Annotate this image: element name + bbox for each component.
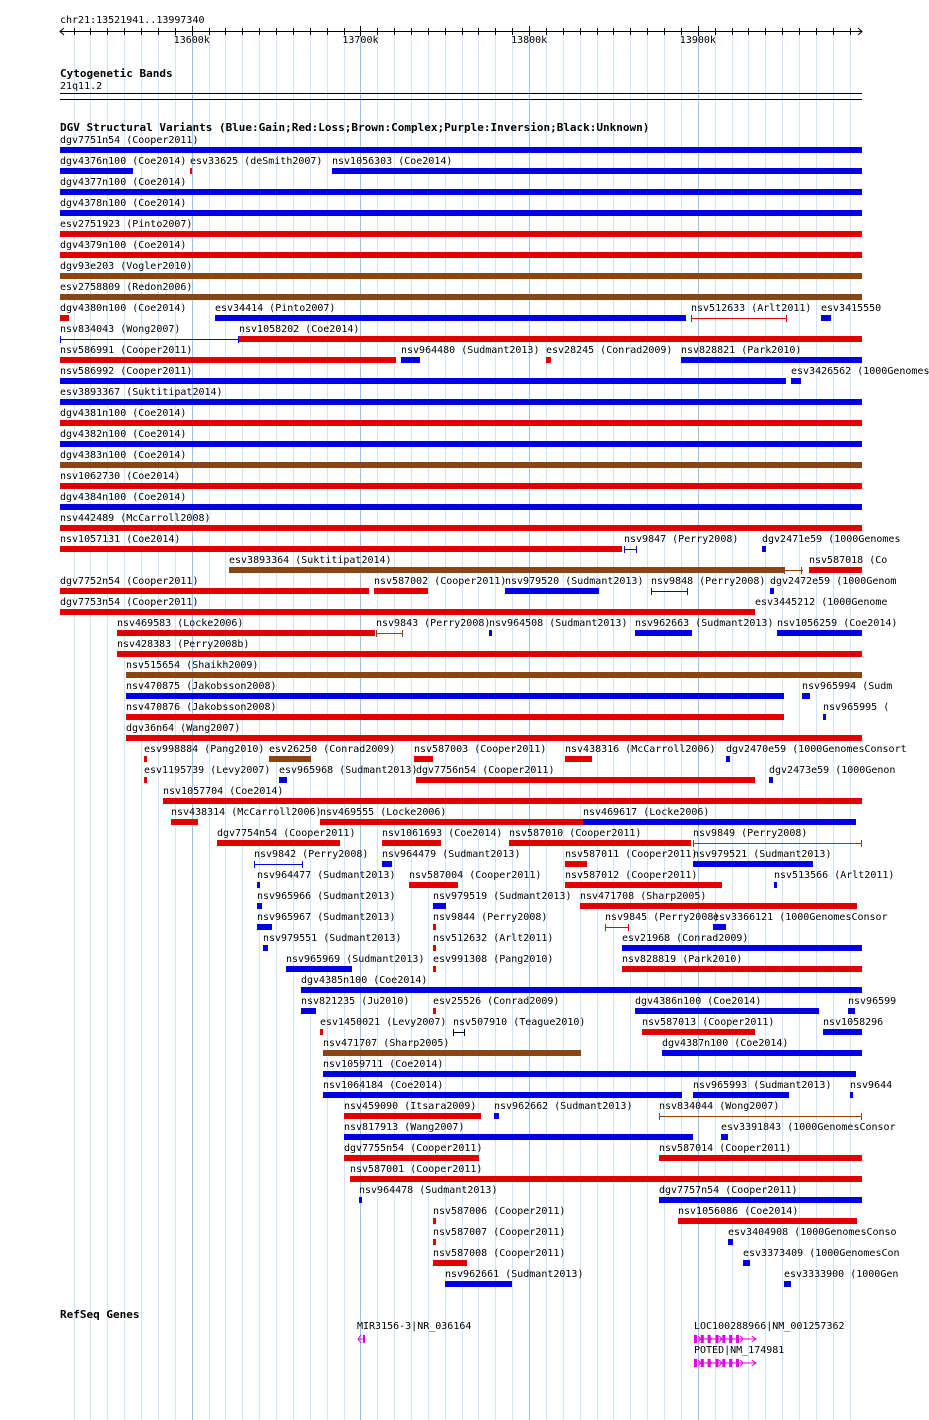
sv-feature-label[interactable]: dgv4377n100 (Coe2014) (60, 177, 187, 188)
sv-feature-label[interactable]: nsv834044 (Wong2007) (659, 1101, 780, 1112)
sv-feature-label[interactable]: esv991308 (Pang2010) (433, 954, 554, 965)
sv-feature-bar[interactable] (60, 273, 862, 279)
sv-feature-bar[interactable] (257, 903, 262, 909)
sv-feature-label[interactable]: nsv1061693 (Coe2014) (382, 828, 503, 839)
sv-feature-bar[interactable] (217, 840, 340, 846)
sv-feature-bar[interactable] (263, 945, 268, 951)
cytoband-top-line (60, 93, 862, 94)
sv-feature-bar[interactable] (489, 630, 492, 636)
sv-feature-bar[interactable] (126, 693, 784, 699)
sv-feature-bar[interactable] (580, 903, 857, 909)
sv-feature-bar[interactable] (774, 882, 777, 888)
sv-feature-cap (861, 840, 862, 847)
sv-feature-label[interactable]: esv3391843 (1000GenomesConsor (721, 1122, 896, 1133)
sv-feature-line[interactable] (60, 339, 239, 340)
sv-feature-bar[interactable] (320, 819, 583, 825)
sv-feature-label[interactable]: nsv1064184 (Coe2014) (323, 1080, 444, 1091)
sv-feature-bar[interactable] (850, 1092, 853, 1098)
sv-feature-bar[interactable] (60, 210, 862, 216)
sv-feature-label[interactable]: nsv964478 (Sudmant2013) (359, 1185, 498, 1196)
ruler-axis[interactable] (0, 0, 890, 60)
sv-feature-bar[interactable] (144, 756, 147, 762)
sv-feature-label[interactable]: nsv9848 (Perry2008) (651, 576, 766, 587)
sv-feature-bar[interactable] (681, 357, 862, 363)
sv-feature-label[interactable]: nsv442489 (McCarroll2008) (60, 513, 211, 524)
sv-feature-label[interactable]: dgv7755n54 (Cooper2011) (344, 1143, 483, 1154)
sv-feature-bar[interactable] (171, 819, 198, 825)
sv-feature-bar[interactable] (163, 798, 862, 804)
sv-feature-label[interactable]: esv2758809 (Redon2006) (60, 282, 193, 293)
sv-feature-bar[interactable] (622, 945, 862, 951)
sv-feature-bar[interactable] (762, 546, 766, 552)
sv-feature-label[interactable]: nsv1056086 (Coe2014) (678, 1206, 799, 1217)
sv-feature-bar[interactable] (433, 1260, 467, 1266)
sv-feature-bar[interactable] (60, 525, 862, 531)
mir-icon[interactable] (357, 1334, 367, 1344)
sv-feature-label[interactable]: dgv93e203 (Vogler2010) (60, 261, 193, 272)
sv-feature-label[interactable]: nsv1059711 (Coe2014) (323, 1059, 444, 1070)
sv-feature-label[interactable]: dgv2470e59 (1000GenomesConsort (726, 744, 907, 755)
sv-feature-bar[interactable] (546, 357, 551, 363)
sv-feature-label[interactable]: nsv96599 (848, 996, 897, 1007)
sv-feature-label[interactable]: nsv512632 (Arlt2011) (433, 933, 554, 944)
sv-feature-label[interactable]: esv1195739 (Levy2007) (144, 765, 271, 776)
tick-label: 13900k (679, 35, 716, 46)
sv-feature-bar[interactable] (433, 945, 436, 951)
sv-feature-bar[interactable] (215, 315, 686, 321)
sv-feature-label[interactable]: dgv4384n100 (Coe2014) (60, 492, 187, 503)
sv-feature-label[interactable]: nsv979521 (Sudmant2013) (693, 849, 832, 860)
sv-feature-label[interactable]: nsv587012 (Cooper2011) (565, 870, 698, 881)
sv-feature-label[interactable]: nsv962661 (Sudmant2013) (445, 1269, 584, 1280)
sv-feature-label[interactable]: dgv7751n54 (Cooper2011) (60, 135, 199, 146)
sv-feature-bar[interactable] (416, 777, 755, 783)
sv-feature-label[interactable]: dgv4387n100 (Coe2014) (662, 1038, 789, 1049)
sv-feature-bar[interactable] (622, 966, 862, 972)
sv-feature-bar[interactable] (414, 756, 433, 762)
sv-feature-label[interactable]: nsv1057704 (Coe2014) (163, 786, 284, 797)
sv-feature-bar[interactable] (332, 168, 862, 174)
sv-feature-bar[interactable] (60, 231, 862, 237)
sv-feature-cap (636, 546, 637, 553)
tick-label: 13800k (511, 35, 548, 46)
sv-feature-bar[interactable] (494, 1113, 499, 1119)
cytoband-track-title: Cytogenetic Bands (60, 67, 173, 80)
sv-feature-label[interactable]: nsv1062730 (Coe2014) (60, 471, 181, 482)
gene-label[interactable]: POTED|NM_174981 (694, 1345, 785, 1356)
sv-feature-bar[interactable] (323, 1050, 581, 1056)
sv-feature-label[interactable]: nsv1056303 (Coe2014) (332, 156, 453, 167)
gene-model-icon[interactable] (694, 1358, 757, 1368)
sv-feature-bar[interactable] (323, 1092, 682, 1098)
sv-feature-label[interactable]: dgv36n64 (Wang2007) (126, 723, 241, 734)
sv-feature-label[interactable]: dgv4380n100 (Coe2014) (60, 303, 187, 314)
sv-feature-label[interactable]: esv1450021 (Levy2007) (320, 1017, 447, 1028)
sv-feature-label[interactable]: dgv2473e59 (1000Genon (769, 765, 896, 776)
sv-feature-label[interactable]: nsv965993 (Sudmant2013) (693, 1080, 832, 1091)
sv-feature-bar[interactable] (323, 1071, 856, 1077)
sv-feature-bar[interactable] (60, 357, 396, 363)
sv-feature-cap (402, 630, 403, 637)
sv-feature-cap (624, 546, 625, 553)
sv-feature-label[interactable]: nsv428383 (Perry2008b) (117, 639, 250, 650)
sv-feature-line[interactable] (659, 1116, 862, 1117)
sv-feature-bar[interactable] (60, 588, 369, 594)
tick-label: 13600k (173, 35, 210, 46)
tick-label: 13700k (342, 35, 379, 46)
sv-feature-bar[interactable] (382, 840, 441, 846)
sv-feature-label[interactable]: nsv9849 (Perry2008) (693, 828, 808, 839)
sv-feature-label[interactable]: nsv587013 (Cooper2011) (642, 1017, 775, 1028)
sv-feature-bar[interactable] (269, 756, 311, 762)
sv-feature-label[interactable]: nsv834043 (Wong2007) (60, 324, 181, 335)
sv-feature-cap (464, 1029, 465, 1036)
sv-feature-label[interactable]: esv3333900 (1000Gen (784, 1269, 899, 1280)
location-label: chr21:13521941..13997340 (60, 15, 205, 26)
sv-feature-label[interactable]: nsv828821 (Park2010) (681, 345, 802, 356)
sv-feature-bar[interactable] (60, 315, 69, 321)
sv-feature-label[interactable]: nsv469617 (Locke2006) (583, 807, 710, 818)
sv-feature-label[interactable]: nsv1058296 (823, 1017, 884, 1028)
sv-feature-bar[interactable] (848, 1008, 855, 1014)
sv-feature-label[interactable]: nsv587008 (Cooper2011) (433, 1248, 566, 1259)
sv-feature-label[interactable]: nsv964508 (Sudmant2013) (489, 618, 628, 629)
sv-feature-label[interactable]: dgv4376n100 (Coe2014) (60, 156, 187, 167)
sv-feature-cap (691, 315, 692, 322)
cytoband-label[interactable]: 21q11.2 (60, 81, 103, 92)
sv-feature-bar[interactable] (662, 1050, 862, 1056)
sv-feature-bar[interactable] (344, 1134, 693, 1140)
sv-feature-label[interactable]: dgv4385n100 (Coe2014) (301, 975, 428, 986)
sv-feature-line[interactable] (376, 633, 403, 634)
gene-label[interactable]: LOC100288966|NM_001257362 (694, 1321, 845, 1332)
sv-feature-bar[interactable] (60, 378, 786, 384)
sv-feature-bar[interactable] (433, 903, 446, 909)
sv-feature-label[interactable]: nsv962663 (Sudmant2013) (635, 618, 774, 629)
sv-feature-label[interactable]: esv28245 (Conrad2009) (546, 345, 673, 356)
sv-feature-bar[interactable] (144, 777, 147, 783)
sv-feature-label[interactable]: esv26250 (Conrad2009) (269, 744, 396, 755)
sv-feature-bar[interactable] (635, 1008, 819, 1014)
sv-feature-cap (254, 861, 255, 868)
sv-feature-bar[interactable] (60, 483, 862, 489)
sv-feature-label[interactable]: nsv586992 (Cooper2011) (60, 366, 193, 377)
sv-feature-bar[interactable] (257, 924, 272, 930)
sv-feature-bar[interactable] (286, 966, 352, 972)
refseq-track-title: RefSeq Genes (60, 1308, 140, 1321)
sv-feature-label[interactable]: nsv459090 (Itsara2009) (344, 1101, 477, 1112)
sv-feature-cap (861, 1113, 862, 1120)
sv-feature-cap (60, 336, 61, 343)
dgv-track-title: DGV Structural Variants (Blue:Gain;Red:Loss;Brown:Complex;Purple:Inversion;Black:Unknown) (60, 121, 650, 134)
sv-feature-bar[interactable] (565, 756, 592, 762)
sv-feature-bar[interactable] (433, 924, 436, 930)
sv-feature-bar[interactable] (802, 693, 810, 699)
sv-feature-bar[interactable] (509, 840, 691, 846)
sv-feature-label[interactable]: nsv965967 (Sudmant2013) (257, 912, 396, 923)
sv-feature-bar[interactable] (60, 189, 862, 195)
sv-feature-bar[interactable] (60, 147, 862, 153)
sv-feature-label[interactable]: nsv965969 (Sudmant2013) (286, 954, 425, 965)
gene-model-icon[interactable] (694, 1334, 757, 1344)
sv-feature-bar[interactable] (279, 777, 287, 783)
sv-feature-label[interactable]: nsv964477 (Sudmant2013) (257, 870, 396, 881)
sv-feature-cap (784, 567, 785, 574)
sv-feature-label[interactable]: dgv4382n100 (Coe2014) (60, 429, 187, 440)
sv-feature-label[interactable]: esv965968 (Sudmant2013) (279, 765, 418, 776)
sv-feature-bar[interactable] (60, 609, 755, 615)
sv-feature-bar[interactable] (60, 294, 862, 300)
sv-feature-bar[interactable] (257, 882, 260, 888)
sv-feature-label[interactable]: nsv470875 (Jakobsson2008) (126, 681, 277, 692)
sv-feature-bar[interactable] (721, 1134, 728, 1140)
sv-feature-bar[interactable] (382, 861, 392, 867)
sv-feature-label[interactable]: nsv1056259 (Coe2014) (777, 618, 898, 629)
sv-feature-label[interactable]: nsv9843 (Perry2008) (376, 618, 491, 629)
sv-feature-label[interactable]: nsv965966 (Sudmant2013) (257, 891, 396, 902)
sv-feature-bar[interactable] (823, 714, 826, 720)
sv-feature-bar[interactable] (728, 1239, 733, 1245)
sv-feature-cap (628, 924, 629, 931)
sv-feature-bar[interactable] (350, 1176, 862, 1182)
sv-feature-label[interactable]: nsv9847 (Perry2008) (624, 534, 739, 545)
sv-feature-bar[interactable] (565, 882, 722, 888)
sv-feature-cap (687, 588, 688, 595)
sv-feature-bar[interactable] (60, 399, 862, 405)
sv-feature-label[interactable]: nsv471708 (Sharp2005) (580, 891, 707, 902)
sv-feature-label[interactable]: dgv7753n54 (Cooper2011) (60, 597, 199, 608)
sv-feature-label[interactable]: esv998884 (Pang2010) (144, 744, 265, 755)
sv-feature-label[interactable]: nsv587014 (Cooper2011) (659, 1143, 792, 1154)
sv-feature-bar[interactable] (433, 1239, 436, 1245)
sv-feature-label[interactable]: nsv469583 (Locke2006) (117, 618, 244, 629)
sv-feature-bar[interactable] (190, 168, 192, 174)
sv-feature-bar[interactable] (505, 588, 599, 594)
sv-feature-bar[interactable] (433, 1218, 436, 1224)
sv-feature-label[interactable]: nsv587006 (Cooper2011) (433, 1206, 566, 1217)
sv-feature-label[interactable]: nsv821235 (Ju2010) (301, 996, 410, 1007)
sv-feature-bar[interactable] (117, 630, 375, 636)
sv-feature-bar[interactable] (823, 1029, 862, 1035)
sv-feature-label[interactable]: nsv9844 (Perry2008) (433, 912, 548, 923)
sv-feature-bar[interactable] (770, 588, 774, 594)
sv-feature-label[interactable]: nsv979519 (Sudmant2013) (433, 891, 572, 902)
gene-label[interactable]: MIR3156-3|NR_036164 (357, 1321, 472, 1332)
sv-feature-label[interactable]: dgv7754n54 (Cooper2011) (217, 828, 356, 839)
sv-feature-bar[interactable] (301, 987, 862, 993)
sv-feature-label[interactable]: esv34414 (Pinto2007) (215, 303, 336, 314)
sv-feature-cap (302, 861, 303, 868)
sv-feature-label[interactable]: dgv4378n100 (Coe2014) (60, 198, 187, 209)
sv-feature-bar[interactable] (344, 1113, 481, 1119)
sv-feature-bar[interactable] (693, 861, 813, 867)
sv-feature-bar[interactable] (409, 882, 458, 888)
sv-feature-label[interactable]: nsv438314 (McCarroll2006) (171, 807, 322, 818)
sv-feature-label[interactable]: nsv965995 ( (823, 702, 890, 713)
sv-feature-label[interactable]: dgv7752n54 (Cooper2011) (60, 576, 199, 587)
sv-feature-label[interactable]: esv3404908 (1000GenomesConso (728, 1227, 897, 1238)
sv-feature-label[interactable]: esv3366121 (1000GenomesConsor (713, 912, 888, 923)
sv-feature-bar[interactable] (678, 1218, 857, 1224)
sv-feature-label[interactable]: dgv2472e59 (1000Genom (770, 576, 897, 587)
sv-feature-label[interactable]: nsv507910 (Teague2010) (453, 1017, 586, 1028)
sv-feature-label[interactable]: dgv4383n100 (Coe2014) (60, 450, 187, 461)
sv-feature-bar[interactable] (659, 1155, 862, 1161)
sv-feature-bar[interactable] (60, 441, 862, 447)
sv-feature-cap (693, 840, 694, 847)
sv-feature-bar[interactable] (642, 1029, 755, 1035)
sv-feature-label[interactable]: nsv587002 (Cooper2011) (374, 576, 507, 587)
sv-feature-bar[interactable] (784, 1281, 791, 1287)
sv-feature-bar[interactable] (565, 861, 587, 867)
sv-feature-bar[interactable] (433, 966, 436, 972)
sv-feature-label[interactable]: nsv9842 (Perry2008) (254, 849, 369, 860)
sv-feature-label[interactable]: dgv7756n54 (Cooper2011) (416, 765, 555, 776)
sv-feature-bar[interactable] (301, 1008, 316, 1014)
sv-feature-bar[interactable] (777, 630, 862, 636)
sv-feature-line[interactable] (605, 927, 629, 928)
sv-feature-cap (376, 630, 377, 637)
sv-feature-line[interactable] (691, 318, 787, 319)
sv-feature-label[interactable]: dgv7757n54 (Cooper2011) (659, 1185, 798, 1196)
sv-feature-bar[interactable] (126, 672, 862, 678)
sv-feature-label[interactable]: nsv587011 (Cooper2011) (565, 849, 698, 860)
sv-feature-label[interactable]: nsv828819 (Park2010) (622, 954, 743, 965)
sv-feature-bar[interactable] (60, 462, 862, 468)
sv-feature-label[interactable]: nsv965994 (Sudm (802, 681, 893, 692)
sv-feature-bar[interactable] (344, 1155, 479, 1161)
sv-feature-label[interactable]: nsv9644 (850, 1080, 893, 1091)
sv-feature-label[interactable]: nsv587004 (Cooper2011) (409, 870, 542, 881)
sv-feature-bar[interactable] (60, 168, 133, 174)
sv-feature-label[interactable]: dgv4379n100 (Coe2014) (60, 240, 187, 251)
sv-feature-bar[interactable] (809, 567, 862, 573)
sv-feature-bar[interactable] (659, 1197, 862, 1203)
sv-feature-label[interactable]: nsv512633 (Arlt2011) (691, 303, 812, 314)
sv-feature-label[interactable]: esv25526 (Conrad2009) (433, 996, 560, 1007)
sv-feature-label[interactable]: nsv964479 (Sudmant2013) (382, 849, 521, 860)
sv-feature-label[interactable]: nsv587001 (Cooper2011) (350, 1164, 483, 1175)
sv-feature-label[interactable]: esv3445212 (1000Genome (755, 597, 888, 608)
sv-feature-cap (786, 315, 787, 322)
cytoband-bottom-line (60, 99, 862, 100)
sv-feature-bar[interactable] (60, 504, 862, 510)
sv-feature-bar[interactable] (60, 252, 862, 258)
sv-feature-label[interactable]: nsv817913 (Wang2007) (344, 1122, 465, 1133)
sv-feature-label[interactable]: nsv587007 (Cooper2011) (433, 1227, 566, 1238)
sv-feature-bar[interactable] (693, 1092, 789, 1098)
sv-feature-bar[interactable] (126, 714, 784, 720)
sv-feature-label[interactable]: nsv438316 (McCarroll2006) (565, 744, 716, 755)
sv-feature-label[interactable]: esv2751923 (Pinto2007) (60, 219, 193, 230)
sv-feature-cap (801, 567, 802, 574)
sv-feature-bar[interactable] (743, 1260, 750, 1266)
sv-feature-label[interactable]: dgv4381n100 (Coe2014) (60, 408, 187, 419)
sv-feature-line[interactable] (693, 843, 862, 844)
sv-feature-cap (651, 588, 652, 595)
sv-feature-label[interactable]: nsv587010 (Cooper2011) (509, 828, 642, 839)
sv-feature-label[interactable]: nsv979551 (Sudmant2013) (263, 933, 402, 944)
sv-feature-bar[interactable] (726, 756, 730, 762)
sv-feature-label[interactable]: nsv979520 (Sudmant2013) (505, 576, 644, 587)
sv-feature-bar[interactable] (60, 420, 862, 426)
sv-feature-label[interactable]: nsv586991 (Cooper2011) (60, 345, 193, 356)
sv-feature-label[interactable]: nsv587003 (Cooper2011) (414, 744, 547, 755)
sv-feature-bar[interactable] (401, 357, 420, 363)
sv-feature-label[interactable]: esv3426562 (1000Genomes (791, 366, 929, 377)
sv-feature-bar[interactable] (821, 315, 831, 321)
sv-feature-label[interactable]: nsv515654 (Shaikh2009) (126, 660, 259, 671)
sv-feature-label[interactable]: nsv513566 (Arlt2011) (774, 870, 895, 881)
sv-feature-bar[interactable] (433, 1008, 436, 1014)
sv-feature-label[interactable]: esv21968 (Conrad2009) (622, 933, 749, 944)
sv-feature-label[interactable]: nsv587018 (Co (809, 555, 888, 566)
sv-feature-label[interactable]: esv3415550 (821, 303, 882, 314)
sv-feature-label[interactable]: esv3373409 (1000GenomesCon (743, 1248, 900, 1259)
sv-feature-cap (605, 924, 606, 931)
sv-feature-label[interactable]: nsv471707 (Sharp2005) (323, 1038, 450, 1049)
sv-feature-line[interactable] (651, 591, 688, 592)
sv-feature-bar[interactable] (126, 735, 862, 741)
sv-feature-label[interactable]: esv3893367 (Suktitipat2014) (60, 387, 223, 398)
sv-feature-label[interactable]: esv3893364 (Suktitipat2014) (229, 555, 392, 566)
sv-feature-bar[interactable] (713, 924, 726, 930)
sv-feature-bar[interactable] (359, 1197, 362, 1203)
sv-feature-bar[interactable] (229, 567, 784, 573)
sv-feature-label[interactable]: nsv9845 (Perry2008) (605, 912, 720, 923)
sv-feature-bar[interactable] (583, 819, 856, 825)
sv-feature-label[interactable]: nsv469555 (Locke2006) (320, 807, 447, 818)
sv-feature-cap (453, 1029, 454, 1036)
sv-feature-cap (659, 1113, 660, 1120)
sv-feature-label[interactable]: nsv964480 (Sudmant2013) (401, 345, 540, 356)
sv-feature-label[interactable]: nsv470876 (Jakobsson2008) (126, 702, 277, 713)
sv-feature-bar[interactable] (117, 651, 862, 657)
sv-feature-bar[interactable] (320, 1029, 323, 1035)
sv-feature-bar[interactable] (239, 336, 862, 342)
sv-feature-bar[interactable] (445, 1281, 512, 1287)
sv-feature-label[interactable]: dgv4386n100 (Coe2014) (635, 996, 762, 1007)
sv-feature-label[interactable]: nsv1057131 (Coe2014) (60, 534, 181, 545)
sv-feature-bar[interactable] (60, 546, 622, 552)
sv-feature-bar[interactable] (635, 630, 692, 636)
sv-feature-bar[interactable] (791, 378, 801, 384)
sv-feature-label[interactable]: nsv962662 (Sudmant2013) (494, 1101, 633, 1112)
sv-feature-bar[interactable] (769, 777, 773, 783)
sv-feature-line[interactable] (254, 864, 303, 865)
sv-feature-label[interactable]: dgv2471e59 (1000Genomes (762, 534, 901, 545)
sv-feature-bar[interactable] (374, 588, 428, 594)
sv-feature-label[interactable]: nsv1058202 (Coe2014) (239, 324, 360, 335)
sv-feature-label[interactable]: esv33625 (deSmith2007) (190, 156, 323, 167)
